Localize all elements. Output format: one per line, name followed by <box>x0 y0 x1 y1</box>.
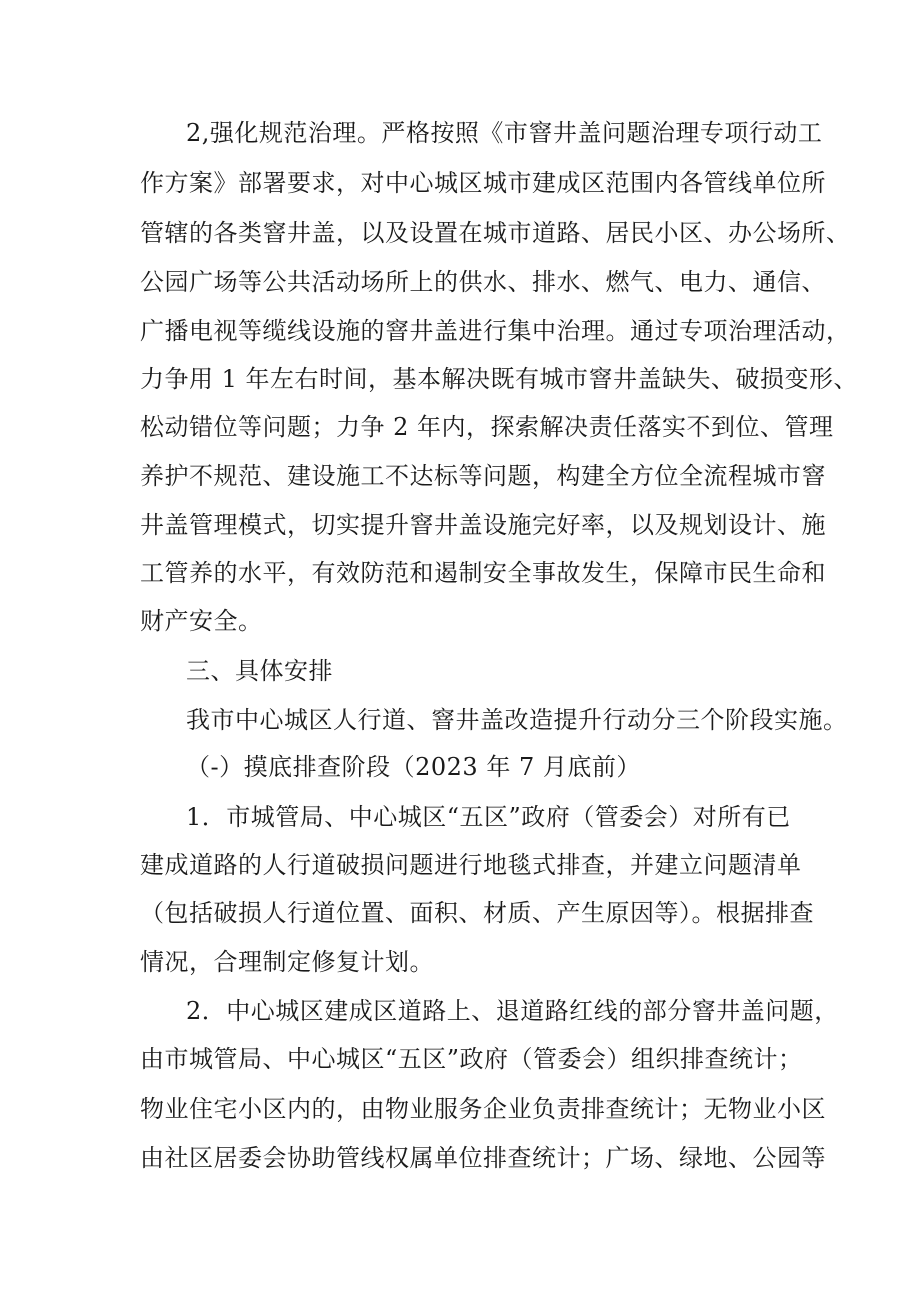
paragraph-line: 管辖的各类窨井盖，以及设置在城市道路、居民小区、办公场所、 <box>140 219 851 247</box>
paragraph-line: 广播电视等缆线设施的窨井盖进行集中治理。通过专项治理活动， <box>140 317 851 345</box>
paragraph-line: 公园广场等公共活动场所上的供水、排水、燃气、电力、通信、 <box>140 268 826 296</box>
paragraph-line: 1．市城管局、中心城区“五区”政府（管委会）对所有已 <box>186 803 791 831</box>
paragraph-line: 由市城管局、中心城区“五区”政府（管委会）组织排查统计； <box>140 1045 803 1073</box>
paragraph-line: 力争用 1 年左右时间，基本解决既有城市窨井盖缺失、破损变形、 <box>140 365 859 393</box>
paragraph-line: 由社区居委会协助管线权属单位排查统计；广场、绿地、公园等 <box>140 1144 826 1172</box>
paragraph-line: 建成道路的人行道破损问题进行地毯式排查，并建立问题清单 <box>140 851 802 879</box>
paragraph-line: 财产安全。 <box>140 607 263 635</box>
subsection-heading: （-）摸底排查阶段（2023 年 7 月底前） <box>186 753 641 781</box>
paragraph-line: 情况，合理制定修复计划。 <box>140 948 434 976</box>
section-heading: 三、具体安排 <box>186 657 333 685</box>
paragraph-line: 作方案》部署要求，对中心城区城市建成区范围内各管线单位所 <box>140 169 826 197</box>
paragraph-line: 2．中心城区建成区道路上、退道路红线的部分窨井盖问题， <box>186 997 839 1025</box>
paragraph-line: 养护不规范、建设施工不达标等问题，构建全方位全流程城市窨 <box>140 462 826 490</box>
paragraph-line: 我市中心城区人行道、窨井盖改造提升行动分三个阶段实施。 <box>186 706 848 734</box>
paragraph-line: 松动错位等问题；力争 2 年内，探索解决责任落实不到位、管理 <box>140 413 834 441</box>
paragraph-line: （包括破损人行道位置、面积、材质、产生原因等）。根据排查 <box>140 899 814 927</box>
paragraph-line: 物业住宅小区内的，由物业服务企业负责排查统计；无物业小区 <box>140 1095 826 1123</box>
paragraph-line: 井盖管理模式，切实提升窨井盖设施完好率，以及规划设计、施 <box>140 511 826 539</box>
paragraph-line: 工管养的水平，有效防范和遏制安全事故发生，保障市民生命和 <box>140 559 826 587</box>
paragraph-line: 2,强化规范治理。严格按照《市窨井盖问题治理专项行动工 <box>186 119 823 147</box>
